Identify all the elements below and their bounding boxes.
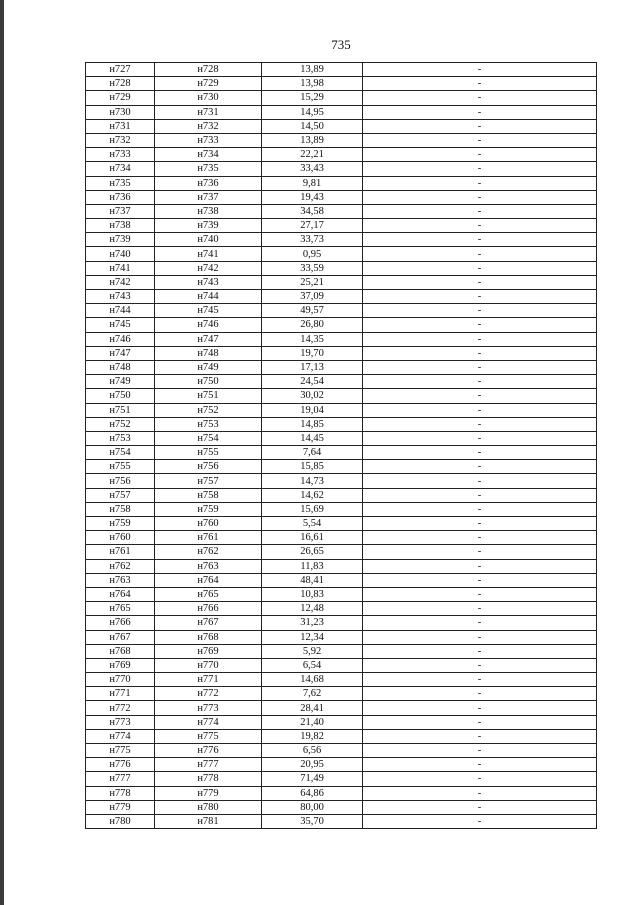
to-point-cell: н732 bbox=[155, 119, 262, 133]
distance-cell: 11,83 bbox=[262, 559, 363, 573]
to-point-cell: н759 bbox=[155, 502, 262, 516]
to-point-cell: н754 bbox=[155, 431, 262, 445]
from-point-cell: н739 bbox=[86, 233, 155, 247]
table-row bbox=[86, 389, 597, 403]
from-point-cell: н757 bbox=[86, 488, 155, 502]
from-point-cell: н740 bbox=[86, 247, 155, 261]
distance-cell: 33,43 bbox=[262, 162, 363, 176]
table-row bbox=[86, 616, 597, 630]
distance-cell: 26,65 bbox=[262, 545, 363, 559]
table-row bbox=[86, 559, 597, 573]
from-point-cell: н767 bbox=[86, 630, 155, 644]
to-point-cell: н778 bbox=[155, 772, 262, 786]
to-point-cell: н776 bbox=[155, 744, 262, 758]
from-point-cell: н777 bbox=[86, 772, 155, 786]
note-cell: - bbox=[363, 644, 597, 658]
distance-cell: 14,73 bbox=[262, 474, 363, 488]
to-point-cell: н736 bbox=[155, 176, 262, 190]
note-cell: - bbox=[363, 729, 597, 743]
from-point-cell: н770 bbox=[86, 673, 155, 687]
table-row bbox=[86, 502, 597, 516]
from-point-cell: н735 bbox=[86, 176, 155, 190]
note-cell: - bbox=[363, 531, 597, 545]
distance-cell: 64,86 bbox=[262, 786, 363, 800]
distance-cell: 15,29 bbox=[262, 91, 363, 105]
table-row bbox=[86, 758, 597, 772]
from-point-cell: н745 bbox=[86, 318, 155, 332]
to-point-cell: н751 bbox=[155, 389, 262, 403]
from-point-cell: н758 bbox=[86, 502, 155, 516]
table-row bbox=[86, 431, 597, 445]
table-row bbox=[86, 488, 597, 502]
distance-cell: 12,34 bbox=[262, 630, 363, 644]
to-point-cell: н735 bbox=[155, 162, 262, 176]
to-point-cell: н743 bbox=[155, 275, 262, 289]
table-row bbox=[86, 687, 597, 701]
to-point-cell: н740 bbox=[155, 233, 262, 247]
distance-cell: 10,83 bbox=[262, 587, 363, 601]
from-point-cell: н732 bbox=[86, 133, 155, 147]
note-cell: - bbox=[363, 814, 597, 828]
from-point-cell: н729 bbox=[86, 91, 155, 105]
note-cell: - bbox=[363, 602, 597, 616]
note-cell: - bbox=[363, 715, 597, 729]
table-row bbox=[86, 162, 597, 176]
table-row bbox=[86, 644, 597, 658]
boundary-points-table bbox=[85, 62, 597, 829]
table-row bbox=[86, 148, 597, 162]
from-point-cell: н741 bbox=[86, 261, 155, 275]
note-cell: - bbox=[363, 389, 597, 403]
to-point-cell: н760 bbox=[155, 517, 262, 531]
from-point-cell: н753 bbox=[86, 431, 155, 445]
note-cell: - bbox=[363, 488, 597, 502]
from-point-cell: н737 bbox=[86, 204, 155, 218]
to-point-cell: н770 bbox=[155, 658, 262, 672]
table-row bbox=[86, 744, 597, 758]
note-cell: - bbox=[363, 332, 597, 346]
table-row bbox=[86, 105, 597, 119]
note-cell: - bbox=[363, 133, 597, 147]
note-cell: - bbox=[363, 502, 597, 516]
to-point-cell: н775 bbox=[155, 729, 262, 743]
note-cell: - bbox=[363, 744, 597, 758]
note-cell: - bbox=[363, 517, 597, 531]
from-point-cell: н759 bbox=[86, 517, 155, 531]
table-row bbox=[86, 587, 597, 601]
note-cell: - bbox=[363, 673, 597, 687]
distance-cell: 14,95 bbox=[262, 105, 363, 119]
note-cell: - bbox=[363, 148, 597, 162]
to-point-cell: н767 bbox=[155, 616, 262, 630]
distance-cell: 5,54 bbox=[262, 517, 363, 531]
from-point-cell: н751 bbox=[86, 403, 155, 417]
table-row bbox=[86, 63, 597, 77]
distance-cell: 19,82 bbox=[262, 729, 363, 743]
from-point-cell: н743 bbox=[86, 290, 155, 304]
table-row bbox=[86, 772, 597, 786]
distance-cell: 13,98 bbox=[262, 77, 363, 91]
to-point-cell: н750 bbox=[155, 375, 262, 389]
table-row bbox=[86, 119, 597, 133]
distance-cell: 12,48 bbox=[262, 602, 363, 616]
to-point-cell: н734 bbox=[155, 148, 262, 162]
note-cell: - bbox=[363, 431, 597, 445]
distance-cell: 21,40 bbox=[262, 715, 363, 729]
from-point-cell: н775 bbox=[86, 744, 155, 758]
from-point-cell: н750 bbox=[86, 389, 155, 403]
from-point-cell: н728 bbox=[86, 77, 155, 91]
distance-cell: 0,95 bbox=[262, 247, 363, 261]
note-cell: - bbox=[363, 304, 597, 318]
from-point-cell: н771 bbox=[86, 687, 155, 701]
from-point-cell: н752 bbox=[86, 417, 155, 431]
note-cell: - bbox=[363, 346, 597, 360]
to-point-cell: н741 bbox=[155, 247, 262, 261]
distance-cell: 7,62 bbox=[262, 687, 363, 701]
to-point-cell: н765 bbox=[155, 587, 262, 601]
from-point-cell: н748 bbox=[86, 360, 155, 374]
note-cell: - bbox=[363, 204, 597, 218]
table-row bbox=[86, 658, 597, 672]
table-row bbox=[86, 275, 597, 289]
note-cell: - bbox=[363, 375, 597, 389]
table-row bbox=[86, 800, 597, 814]
distance-cell: 14,35 bbox=[262, 332, 363, 346]
note-cell: - bbox=[363, 247, 597, 261]
table-row bbox=[86, 204, 597, 218]
table-row bbox=[86, 417, 597, 431]
table-row bbox=[86, 715, 597, 729]
distance-cell: 34,58 bbox=[262, 204, 363, 218]
distance-cell: 20,95 bbox=[262, 758, 363, 772]
to-point-cell: н777 bbox=[155, 758, 262, 772]
table-row bbox=[86, 474, 597, 488]
note-cell: - bbox=[363, 616, 597, 630]
distance-cell: 15,69 bbox=[262, 502, 363, 516]
distance-cell: 17,13 bbox=[262, 360, 363, 374]
distance-cell: 27,17 bbox=[262, 219, 363, 233]
from-point-cell: н731 bbox=[86, 119, 155, 133]
note-cell: - bbox=[363, 261, 597, 275]
from-point-cell: н747 bbox=[86, 346, 155, 360]
to-point-cell: н763 bbox=[155, 559, 262, 573]
to-point-cell: н768 bbox=[155, 630, 262, 644]
from-point-cell: н738 bbox=[86, 219, 155, 233]
table-row bbox=[86, 233, 597, 247]
distance-cell: 14,68 bbox=[262, 673, 363, 687]
note-cell: - bbox=[363, 63, 597, 77]
distance-cell: 28,41 bbox=[262, 701, 363, 715]
from-point-cell: н733 bbox=[86, 148, 155, 162]
distance-cell: 24,54 bbox=[262, 375, 363, 389]
distance-cell: 35,70 bbox=[262, 814, 363, 828]
note-cell: - bbox=[363, 687, 597, 701]
to-point-cell: н748 bbox=[155, 346, 262, 360]
from-point-cell: н730 bbox=[86, 105, 155, 119]
note-cell: - bbox=[363, 91, 597, 105]
from-point-cell: н756 bbox=[86, 474, 155, 488]
to-point-cell: н756 bbox=[155, 460, 262, 474]
note-cell: - bbox=[363, 219, 597, 233]
to-point-cell: н774 bbox=[155, 715, 262, 729]
table-body bbox=[86, 63, 597, 829]
to-point-cell: н749 bbox=[155, 360, 262, 374]
to-point-cell: н757 bbox=[155, 474, 262, 488]
to-point-cell: н771 bbox=[155, 673, 262, 687]
distance-cell: 13,89 bbox=[262, 63, 363, 77]
note-cell: - bbox=[363, 105, 597, 119]
from-point-cell: н764 bbox=[86, 587, 155, 601]
note-cell: - bbox=[363, 446, 597, 460]
note-cell: - bbox=[363, 587, 597, 601]
distance-cell: 6,56 bbox=[262, 744, 363, 758]
from-point-cell: н746 bbox=[86, 332, 155, 346]
to-point-cell: н746 bbox=[155, 318, 262, 332]
to-point-cell: н731 bbox=[155, 105, 262, 119]
note-cell: - bbox=[363, 460, 597, 474]
note-cell: - bbox=[363, 630, 597, 644]
note-cell: - bbox=[363, 233, 597, 247]
from-point-cell: н780 bbox=[86, 814, 155, 828]
note-cell: - bbox=[363, 360, 597, 374]
to-point-cell: н780 bbox=[155, 800, 262, 814]
distance-cell: 9,81 bbox=[262, 176, 363, 190]
note-cell: - bbox=[363, 176, 597, 190]
from-point-cell: н769 bbox=[86, 658, 155, 672]
distance-cell: 6,54 bbox=[262, 658, 363, 672]
from-point-cell: н779 bbox=[86, 800, 155, 814]
table-row bbox=[86, 403, 597, 417]
note-cell: - bbox=[363, 786, 597, 800]
to-point-cell: н766 bbox=[155, 602, 262, 616]
table-row bbox=[86, 375, 597, 389]
from-point-cell: н742 bbox=[86, 275, 155, 289]
note-cell: - bbox=[363, 275, 597, 289]
table-row bbox=[86, 360, 597, 374]
from-point-cell: н768 bbox=[86, 644, 155, 658]
note-cell: - bbox=[363, 474, 597, 488]
table-row bbox=[86, 701, 597, 715]
distance-cell: 30,02 bbox=[262, 389, 363, 403]
from-point-cell: н727 bbox=[86, 63, 155, 77]
page-number: 735 bbox=[331, 37, 351, 52]
to-point-cell: н773 bbox=[155, 701, 262, 715]
to-point-cell: н781 bbox=[155, 814, 262, 828]
table-row bbox=[86, 290, 597, 304]
to-point-cell: н755 bbox=[155, 446, 262, 460]
to-point-cell: н738 bbox=[155, 204, 262, 218]
note-cell: - bbox=[363, 119, 597, 133]
to-point-cell: н761 bbox=[155, 531, 262, 545]
to-point-cell: н753 bbox=[155, 417, 262, 431]
to-point-cell: н758 bbox=[155, 488, 262, 502]
table-row bbox=[86, 318, 597, 332]
from-point-cell: н766 bbox=[86, 616, 155, 630]
from-point-cell: н749 bbox=[86, 375, 155, 389]
table-row bbox=[86, 219, 597, 233]
distance-cell: 37,09 bbox=[262, 290, 363, 304]
note-cell: - bbox=[363, 77, 597, 91]
table-row bbox=[86, 814, 597, 828]
note-cell: - bbox=[363, 417, 597, 431]
to-point-cell: н752 bbox=[155, 403, 262, 417]
from-point-cell: н761 bbox=[86, 545, 155, 559]
to-point-cell: н733 bbox=[155, 133, 262, 147]
distance-cell: 80,00 bbox=[262, 800, 363, 814]
to-point-cell: н764 bbox=[155, 573, 262, 587]
table-row bbox=[86, 190, 597, 204]
table-row bbox=[86, 531, 597, 545]
distance-cell: 19,04 bbox=[262, 403, 363, 417]
note-cell: - bbox=[363, 800, 597, 814]
note-cell: - bbox=[363, 658, 597, 672]
distance-cell: 49,57 bbox=[262, 304, 363, 318]
distance-cell: 31,23 bbox=[262, 616, 363, 630]
note-cell: - bbox=[363, 318, 597, 332]
from-point-cell: н765 bbox=[86, 602, 155, 616]
to-point-cell: н730 bbox=[155, 91, 262, 105]
to-point-cell: н728 bbox=[155, 63, 262, 77]
distance-cell: 15,85 bbox=[262, 460, 363, 474]
to-point-cell: н742 bbox=[155, 261, 262, 275]
from-point-cell: н763 bbox=[86, 573, 155, 587]
from-point-cell: н736 bbox=[86, 190, 155, 204]
distance-cell: 22,21 bbox=[262, 148, 363, 162]
note-cell: - bbox=[363, 162, 597, 176]
from-point-cell: н754 bbox=[86, 446, 155, 460]
to-point-cell: н762 bbox=[155, 545, 262, 559]
distance-cell: 26,80 bbox=[262, 318, 363, 332]
to-point-cell: н772 bbox=[155, 687, 262, 701]
table-row bbox=[86, 630, 597, 644]
note-cell: - bbox=[363, 573, 597, 587]
table-row bbox=[86, 517, 597, 531]
table-row bbox=[86, 91, 597, 105]
distance-cell: 19,43 bbox=[262, 190, 363, 204]
note-cell: - bbox=[363, 190, 597, 204]
distance-cell: 33,73 bbox=[262, 233, 363, 247]
table-row bbox=[86, 346, 597, 360]
to-point-cell: н747 bbox=[155, 332, 262, 346]
distance-cell: 14,85 bbox=[262, 417, 363, 431]
table-row bbox=[86, 133, 597, 147]
distance-cell: 14,50 bbox=[262, 119, 363, 133]
distance-cell: 19,70 bbox=[262, 346, 363, 360]
to-point-cell: н745 bbox=[155, 304, 262, 318]
distance-cell: 33,59 bbox=[262, 261, 363, 275]
from-point-cell: н744 bbox=[86, 304, 155, 318]
table-row bbox=[86, 176, 597, 190]
distance-cell: 13,89 bbox=[262, 133, 363, 147]
note-cell: - bbox=[363, 772, 597, 786]
table-row bbox=[86, 77, 597, 91]
from-point-cell: н734 bbox=[86, 162, 155, 176]
table-row bbox=[86, 573, 597, 587]
from-point-cell: н774 bbox=[86, 729, 155, 743]
distance-cell: 16,61 bbox=[262, 531, 363, 545]
note-cell: - bbox=[363, 545, 597, 559]
table-row bbox=[86, 545, 597, 559]
to-point-cell: н737 bbox=[155, 190, 262, 204]
to-point-cell: н739 bbox=[155, 219, 262, 233]
table-row bbox=[86, 729, 597, 743]
distance-cell: 7,64 bbox=[262, 446, 363, 460]
table-row bbox=[86, 673, 597, 687]
note-cell: - bbox=[363, 403, 597, 417]
scan-left-edge bbox=[0, 0, 4, 905]
to-point-cell: н779 bbox=[155, 786, 262, 800]
note-cell: - bbox=[363, 559, 597, 573]
note-cell: - bbox=[363, 701, 597, 715]
from-point-cell: н762 bbox=[86, 559, 155, 573]
table-row bbox=[86, 332, 597, 346]
to-point-cell: н769 bbox=[155, 644, 262, 658]
distance-cell: 71,49 bbox=[262, 772, 363, 786]
table-row bbox=[86, 602, 597, 616]
from-point-cell: н755 bbox=[86, 460, 155, 474]
table-row bbox=[86, 446, 597, 460]
to-point-cell: н744 bbox=[155, 290, 262, 304]
note-cell: - bbox=[363, 290, 597, 304]
table-row bbox=[86, 247, 597, 261]
distance-cell: 14,62 bbox=[262, 488, 363, 502]
distance-cell: 5,92 bbox=[262, 644, 363, 658]
table-row bbox=[86, 786, 597, 800]
distance-cell: 48,41 bbox=[262, 573, 363, 587]
distance-cell: 25,21 bbox=[262, 275, 363, 289]
note-cell: - bbox=[363, 758, 597, 772]
from-point-cell: н776 bbox=[86, 758, 155, 772]
from-point-cell: н760 bbox=[86, 531, 155, 545]
table-row bbox=[86, 304, 597, 318]
from-point-cell: н772 bbox=[86, 701, 155, 715]
to-point-cell: н729 bbox=[155, 77, 262, 91]
table-row bbox=[86, 261, 597, 275]
from-point-cell: н778 bbox=[86, 786, 155, 800]
from-point-cell: н773 bbox=[86, 715, 155, 729]
table-row bbox=[86, 460, 597, 474]
distance-cell: 14,45 bbox=[262, 431, 363, 445]
